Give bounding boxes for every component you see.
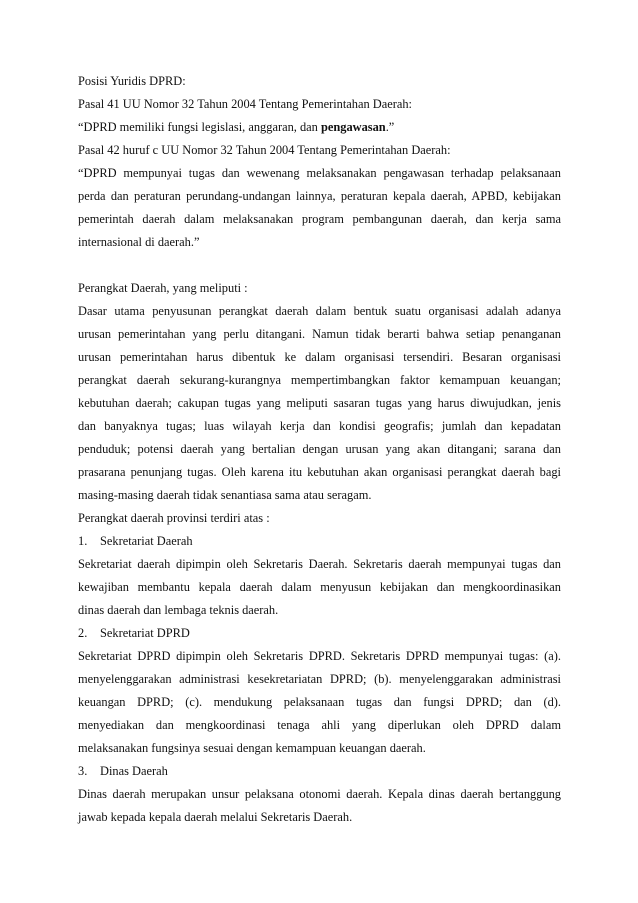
- paragraph-line: jawab kepada kepala daerah melalui Sekretaris Daerah.: [78, 810, 353, 824]
- sekretariat-dprd-paragraph: [78, 645, 561, 760]
- list-title: Sekretariat Daerah: [100, 534, 193, 548]
- list-item-sekretariat-daerah: [78, 530, 561, 553]
- pasal-41-title: Pasal 41 UU Nomor 32 Tahun 2004 Tentang Pemerintahan Daerah:: [78, 97, 413, 111]
- paragraph-line: dan banyaknya tugas; luas wilayah kerja dan kondisi geografis; jumlah dan kepadatan: [78, 419, 561, 433]
- paragraph-line: menyediakan dan mengkoordinasi tenaga ahli yang diperlukan oleh DPRD dalam: [78, 718, 561, 732]
- paragraph-line: urusan pemerintahan harus dibentuk ke dalam organisasi tersendiri. Besaran organisasi: [78, 350, 561, 364]
- paragraph-line: dinas daerah dan lembaga teknis daerah.: [78, 603, 279, 617]
- paragraph-line: Dinas daerah merupakan unsur pelaksana otonomi daerah. Kepala dinas daerah bertanggung: [78, 787, 561, 801]
- paragraph-line: kewajiban membantu kepala daerah dalam menyusun kebijakan dan mengkoordinasikan: [78, 580, 561, 594]
- paragraph-line: Sekretariat DPRD dipimpin oleh Sekretaris DPRD. Sekretaris DPRD mempunyai tugas: (a).: [78, 649, 561, 663]
- dinas-daerah-paragraph: [78, 783, 561, 829]
- dasar-paragraph: [78, 300, 561, 507]
- paragraph-line: pemerintah daerah dalam melaksanakan program pembangunan daerah, dan kerja sama: [78, 212, 561, 226]
- paragraph-line: Sekretariat daerah dipimpin oleh Sekretaris Daerah. Sekretaris daerah mempunyai tugas dan: [78, 557, 561, 571]
- paragraph-line: perda dan peraturan perundang-undangan lainnya, peraturan kepala daerah, APBD, kebijakan: [78, 189, 561, 203]
- blank-line: [78, 254, 561, 277]
- pasal-42-quote: [78, 162, 561, 254]
- list-number: 2.: [78, 626, 88, 640]
- pasal-41-quote-pre: “DPRD memiliki fungsi legislasi, anggaran, dan: [78, 120, 321, 134]
- paragraph-line: masing-masing daerah tidak senantiasa sama atau seragam.: [78, 488, 372, 502]
- heading-perangkat-provinsi: Perangkat daerah provinsi terdiri atas :: [78, 511, 270, 525]
- list-number: 1.: [78, 534, 88, 548]
- heading-perangkat-daerah: Perangkat Daerah, yang meliputi :: [78, 281, 248, 295]
- paragraph-line: prasarana penunjang tugas. Oleh karena itu kebutuhan akan organisasi perangkat daerah bagi: [78, 465, 561, 479]
- list-item-dinas-daerah: [78, 760, 561, 783]
- heading-posisi-yuridis: Posisi Yuridis DPRD:: [78, 74, 186, 88]
- paragraph-line: “DPRD mempunyai tugas dan wewenang melaksanakan pengawasan terhadap pelaksanaan: [78, 166, 561, 180]
- paragraph-line: urusan pemerintahan yang perlu ditangani. Namun tidak berarti bahwa setiap penanganan: [78, 327, 561, 341]
- paragraph-line: perangkat daerah sekurang-kurangnya mempertimbangkan faktor kemampuan keuangan;: [78, 373, 561, 387]
- paragraph-line: penduduk; potensi daerah yang bertalian dengan urusan yang akan ditangani; sarana dan: [78, 442, 561, 456]
- paragraph-line: keuangan DPRD; (c). mendukung pelaksanaan tugas dan fungsi DPRD; dan (d).: [78, 695, 561, 709]
- list-number: 3.: [78, 764, 88, 778]
- pasal-41-quote: [78, 116, 561, 139]
- sekretariat-daerah-paragraph: [78, 553, 561, 622]
- document-page: [78, 70, 561, 829]
- list-title: Sekretariat DPRD: [100, 626, 190, 640]
- paragraph-line: menyelenggarakan administrasi kesekretariatan DPRD; (b). menyelenggarakan administrasi: [78, 672, 561, 686]
- paragraph-line: melaksanakan fungsinya sesuai dengan kemampuan keuangan daerah.: [78, 741, 426, 755]
- list-title: Dinas Daerah: [100, 764, 168, 778]
- paragraph-line: internasional di daerah.”: [78, 235, 200, 249]
- pasal-41-quote-post: .”: [385, 120, 395, 134]
- paragraph-line: Dasar utama penyusunan perangkat daerah dalam bentuk suatu organisasi adalah adanya: [78, 304, 561, 318]
- paragraph-line: kebutuhan daerah; cakupan tugas yang meliputi sasaran tugas yang harus diwujudkan, jenis: [78, 396, 561, 410]
- list-item-sekretariat-dprd: [78, 622, 561, 645]
- pasal-41-quote-bold: pengawasan: [320, 120, 386, 134]
- pasal-42-title: Pasal 42 huruf c UU Nomor 32 Tahun 2004 Tentang Pemerintahan Daerah:: [78, 143, 451, 157]
